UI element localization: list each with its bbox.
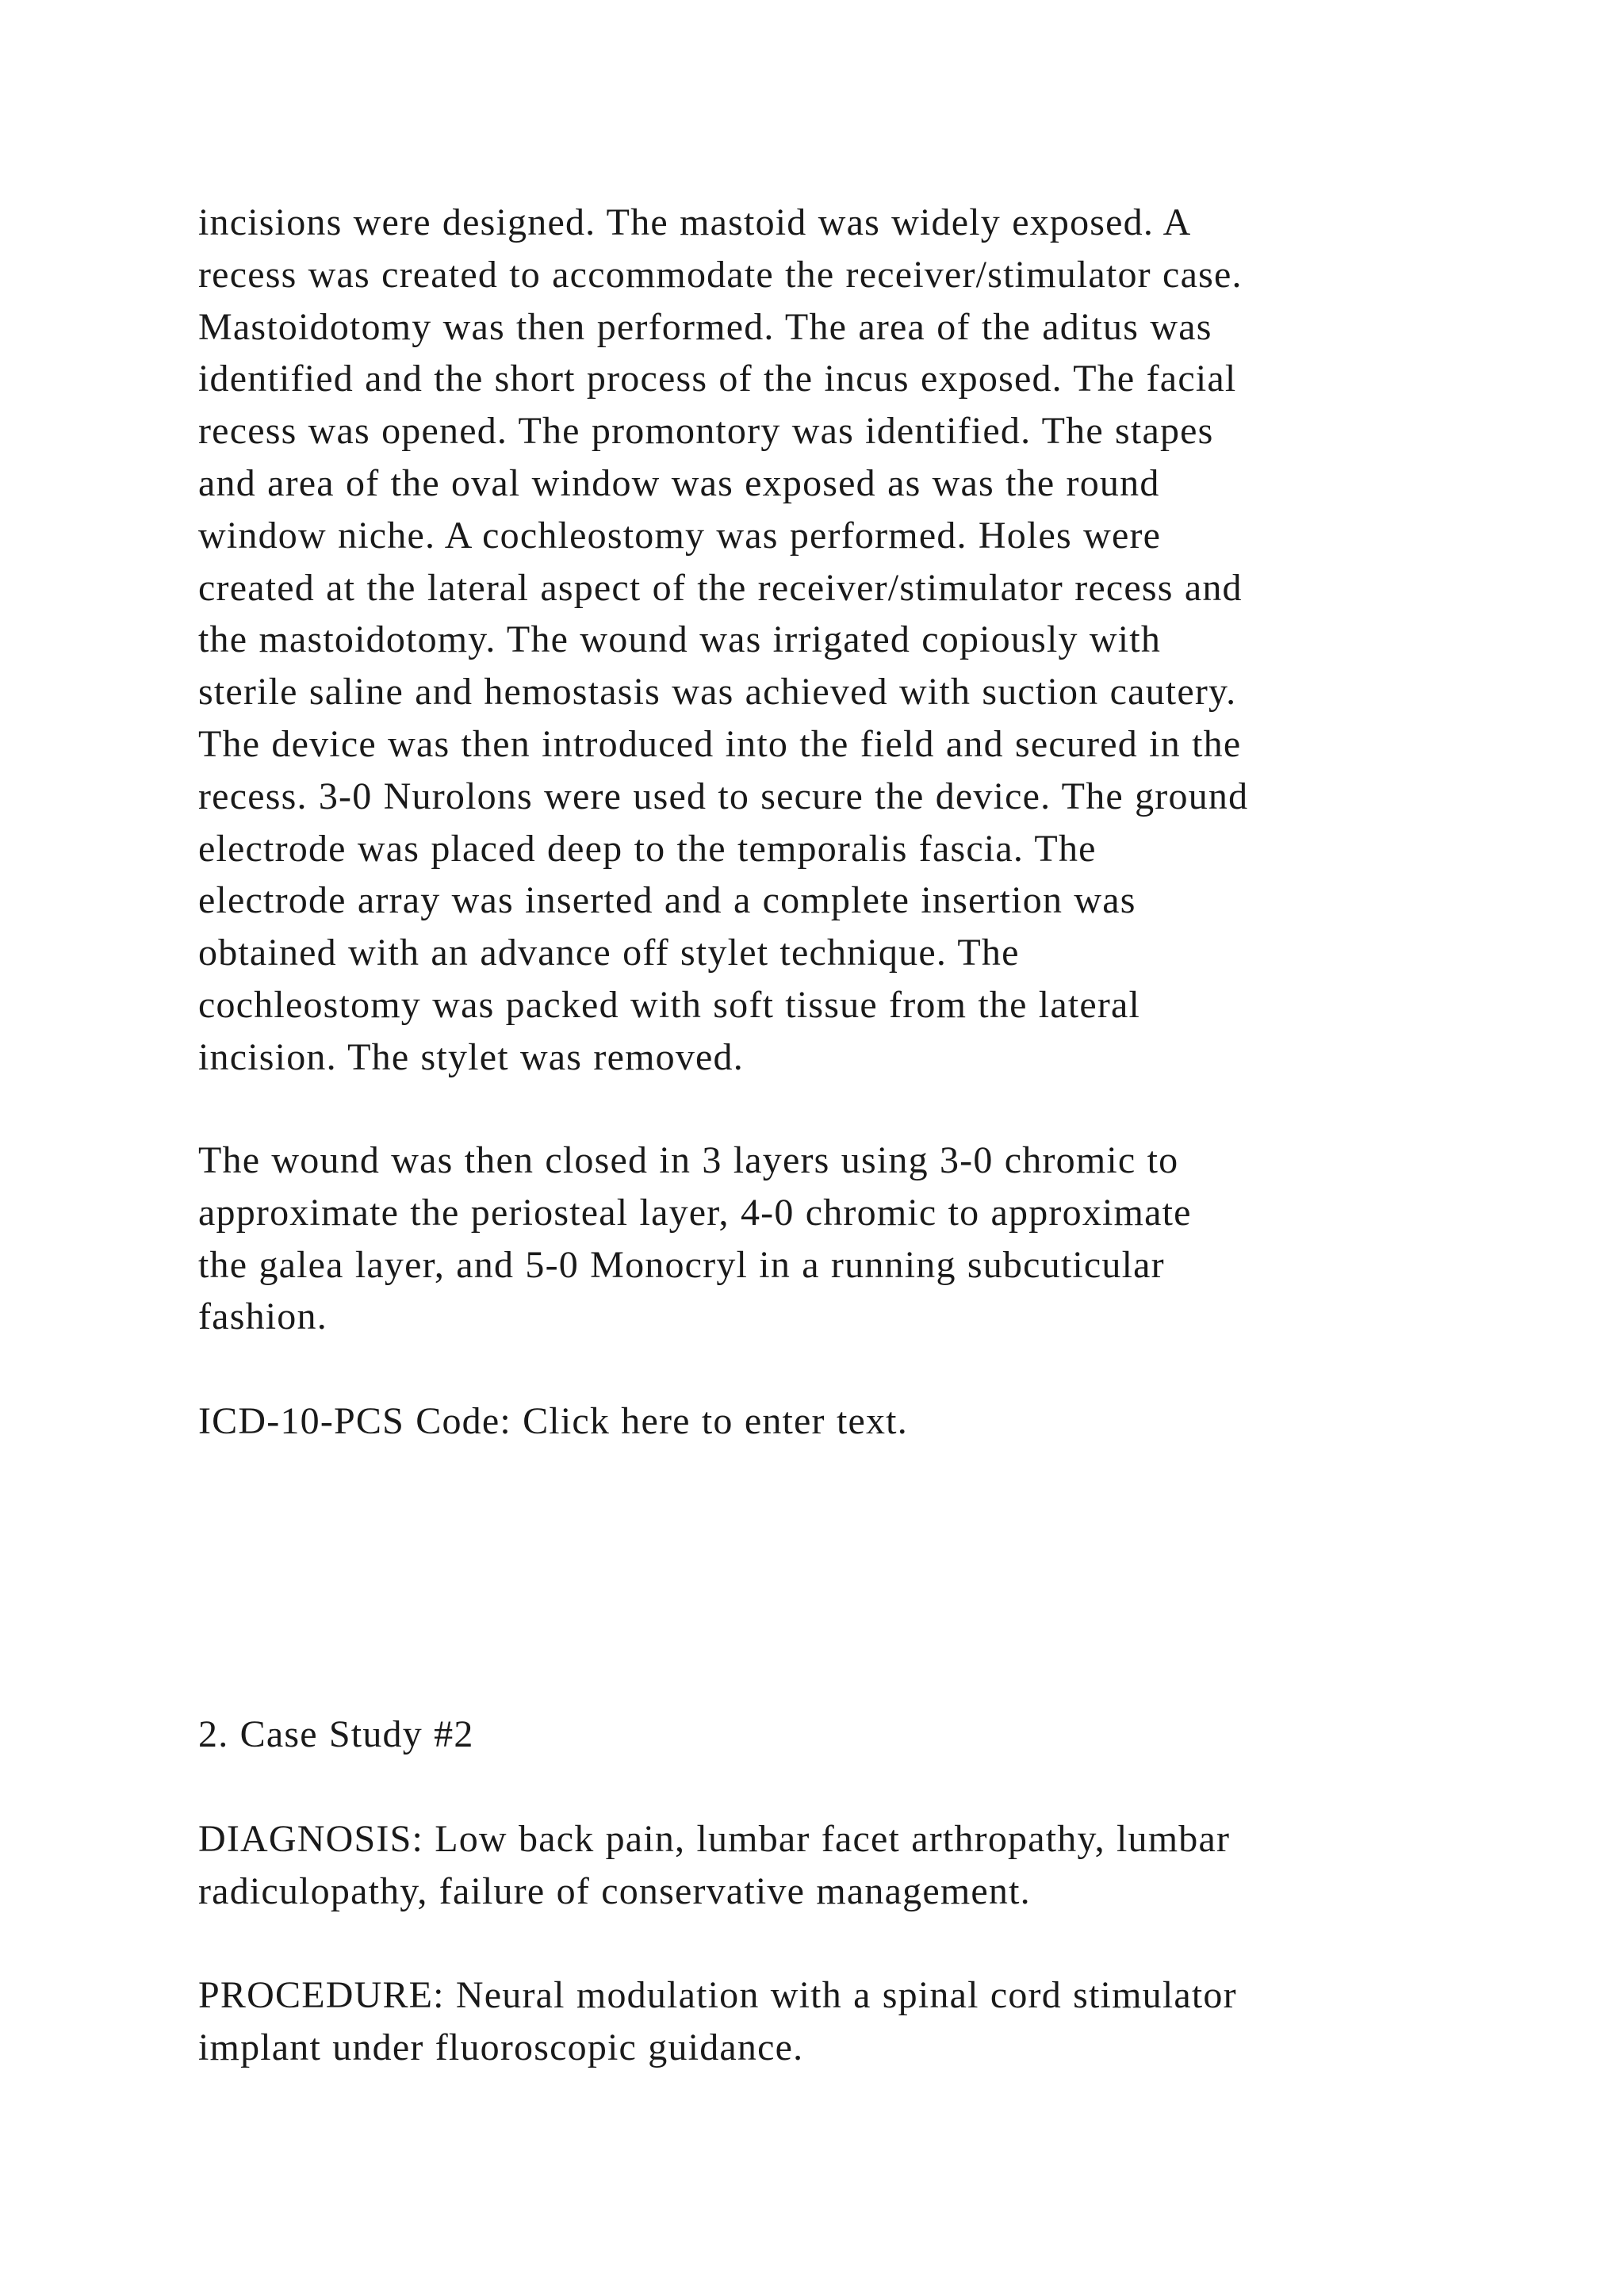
diagnosis-paragraph (198, 1813, 1499, 1918)
operative-narrative-paragraph (198, 197, 1499, 1084)
text-line: radiculopathy, failure of conservative management. (198, 1869, 1031, 1912)
text-line: created at the lateral aspect of the receiver/stimulator recess and (198, 566, 1243, 609)
closure-paragraph (198, 1135, 1499, 1343)
text-line: cochleostomy was packed with soft tissue from the lateral (198, 983, 1141, 1026)
text-line: and area of the oval window was exposed as was the round (198, 461, 1160, 504)
icd-code-field[interactable] (198, 1395, 1499, 1448)
procedure-paragraph (198, 1969, 1499, 2074)
text-line: window niche. A cochleostomy was performed. Holes were (198, 514, 1162, 557)
text-line: electrode array was inserted and a complete insertion was (198, 879, 1136, 922)
case-study-heading (198, 1709, 1499, 1761)
text-line: fashion. (198, 1295, 327, 1338)
text-line: the mastoidotomy. The wound was irrigated copiously with (198, 618, 1162, 661)
text-line: PROCEDURE: Neural modulation with a spinal cord stimulator (198, 1974, 1237, 2016)
case-heading-text: 2. Case Study #2 (198, 1713, 474, 1755)
text-line: incision. The stylet was removed. (198, 1035, 744, 1078)
text-line: recess was opened. The promontory was identified. The stapes (198, 410, 1214, 453)
text-line: obtained with an advance off stylet technique. The (198, 932, 1020, 974)
text-line: implant under fluoroscopic guidance. (198, 2026, 804, 2068)
text-line: recess. 3-0 Nurolons were used to secure the device. The ground (198, 775, 1249, 817)
text-line: The device was then introduced into the field and secured in the (198, 722, 1242, 765)
text-line: identified and the short process of the incus exposed. The facial (198, 358, 1237, 400)
text-line: sterile saline and hemostasis was achieved with suction cautery. (198, 671, 1237, 714)
text-line: the galea layer, and 5-0 Monocryl in a running subcuticular (198, 1243, 1165, 1286)
text-line: DIAGNOSIS: Low back pain, lumbar facet arthropathy, lumbar (198, 1818, 1231, 1860)
text-line: recess was created to accommodate the receiver/stimulator case. (198, 253, 1243, 296)
text-line: Mastoidotomy was then performed. The area of the aditus was (198, 305, 1212, 348)
text-line: approximate the periosteal layer, 4-0 chromic to approximate (198, 1191, 1192, 1234)
icd-code-line[interactable]: ICD-10-PCS Code: Click here to enter text. (198, 1400, 908, 1442)
text-line: incisions were designed. The mastoid was widely exposed. A (198, 201, 1192, 243)
text-line: electrode was placed deep to the temporalis fascia. The (198, 827, 1097, 870)
text-line: The wound was then closed in 3 layers using 3-0 chromic to (198, 1139, 1179, 1181)
